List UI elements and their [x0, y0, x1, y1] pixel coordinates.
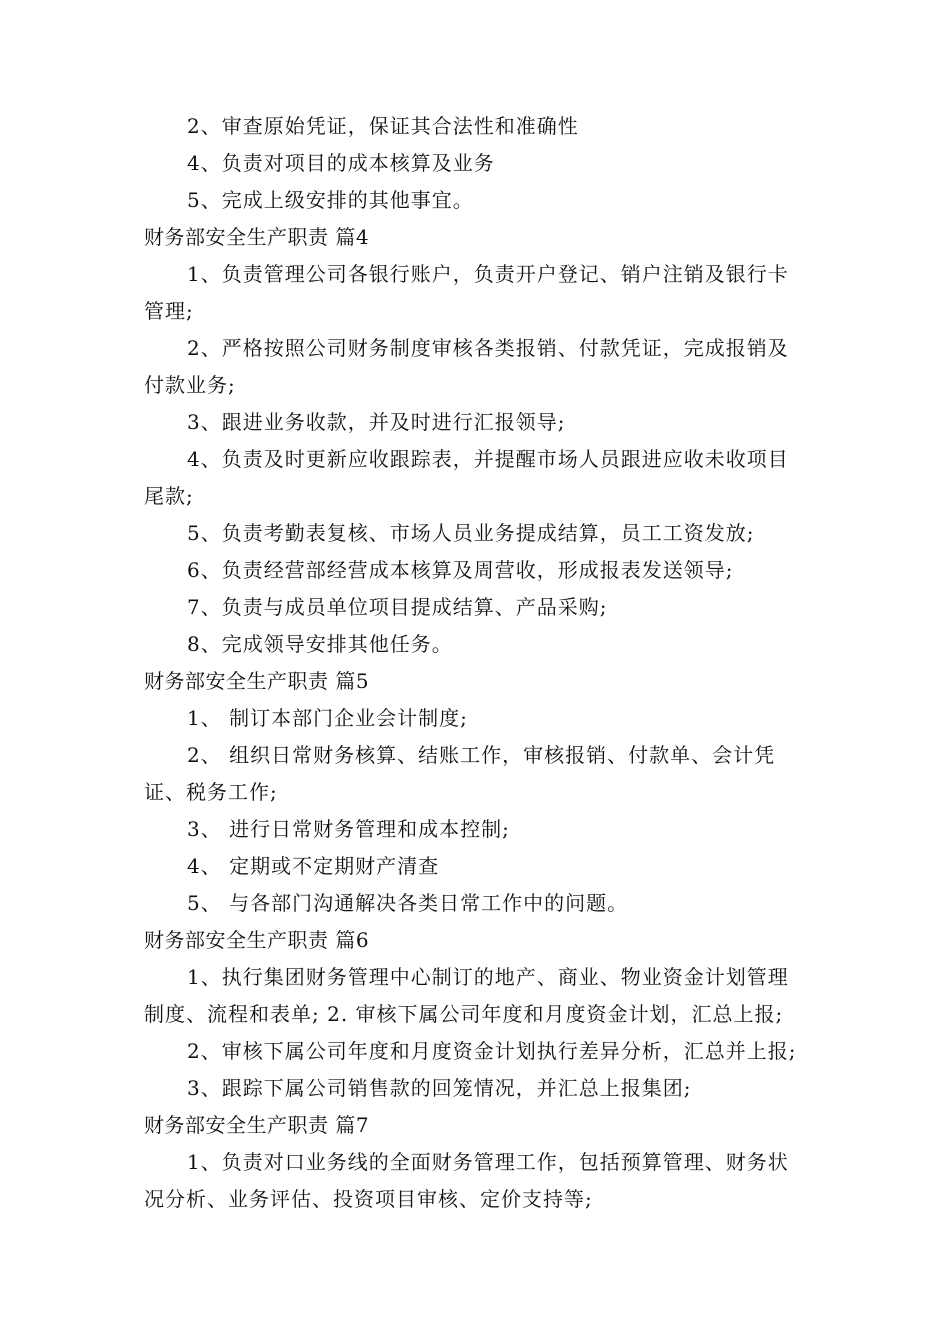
- list-item: 2、审查原始凭证，保证其合法性和准确性: [187, 114, 579, 138]
- section-heading: 财务部安全生产职责 篇7: [144, 1113, 370, 1137]
- section-heading: 财务部安全生产职责 篇6: [144, 928, 370, 952]
- list-item-continuation: 尾款;: [144, 484, 194, 508]
- list-item: 1、 制订本部门企业会计制度;: [187, 706, 468, 730]
- list-item: 3、跟进业务收款，并及时进行汇报领导;: [187, 410, 566, 434]
- list-item: 5、负责考勤表复核、市场人员业务提成结算，员工工资发放;: [187, 521, 755, 545]
- list-item-continuation: 管理;: [144, 299, 194, 323]
- list-item: 1、执行集团财务管理中心制订的地产、商业、物业资金计划管理: [187, 965, 789, 989]
- list-item: 3、 进行日常财务管理和成本控制;: [187, 817, 510, 841]
- list-item-continuation: 付款业务;: [144, 373, 236, 397]
- list-item-continuation: 制度、流程和表单; 2. 审核下属公司年度和月度资金计划，汇总上报;: [144, 1002, 784, 1026]
- list-item: 3、跟踪下属公司销售款的回笼情况，并汇总上报集团;: [187, 1076, 692, 1100]
- list-item: 4、负责对项目的成本核算及业务: [187, 151, 495, 175]
- list-item: 2、 组织日常财务核算、结账工作，审核报销、付款单、会计凭: [187, 743, 776, 767]
- list-item-continuation: 况分析、业务评估、投资项目审核、定价支持等;: [144, 1187, 593, 1211]
- list-item: 5、 与各部门沟通解决各类日常工作中的问题。: [187, 891, 629, 915]
- list-item: 4、 定期或不定期财产清查: [187, 854, 440, 878]
- list-item: 8、完成领导安排其他任务。: [187, 632, 453, 656]
- list-item: 5、完成上级安排的其他事宜。: [187, 188, 474, 212]
- list-item: 7、负责与成员单位项目提成结算、产品采购;: [187, 595, 608, 619]
- list-item-continuation: 证、税务工作;: [144, 780, 278, 804]
- section-heading: 财务部安全生产职责 篇4: [144, 225, 370, 249]
- list-item: 1、负责管理公司各银行账户，负责开户登记、销户注销及银行卡: [187, 262, 789, 286]
- section-heading: 财务部安全生产职责 篇5: [144, 669, 370, 693]
- list-item: 6、负责经营部经营成本核算及周营收，形成报表发送领导;: [187, 558, 734, 582]
- list-item: 1、负责对口业务线的全面财务管理工作，包括预算管理、财务状: [187, 1150, 789, 1174]
- list-item: 2、严格按照公司财务制度审核各类报销、付款凭证，完成报销及: [187, 336, 789, 360]
- list-item: 2、审核下属公司年度和月度资金计划执行差异分析，汇总并上报;: [187, 1039, 797, 1063]
- list-item: 4、负责及时更新应收跟踪表，并提醒市场人员跟进应收未收项目: [187, 447, 789, 471]
